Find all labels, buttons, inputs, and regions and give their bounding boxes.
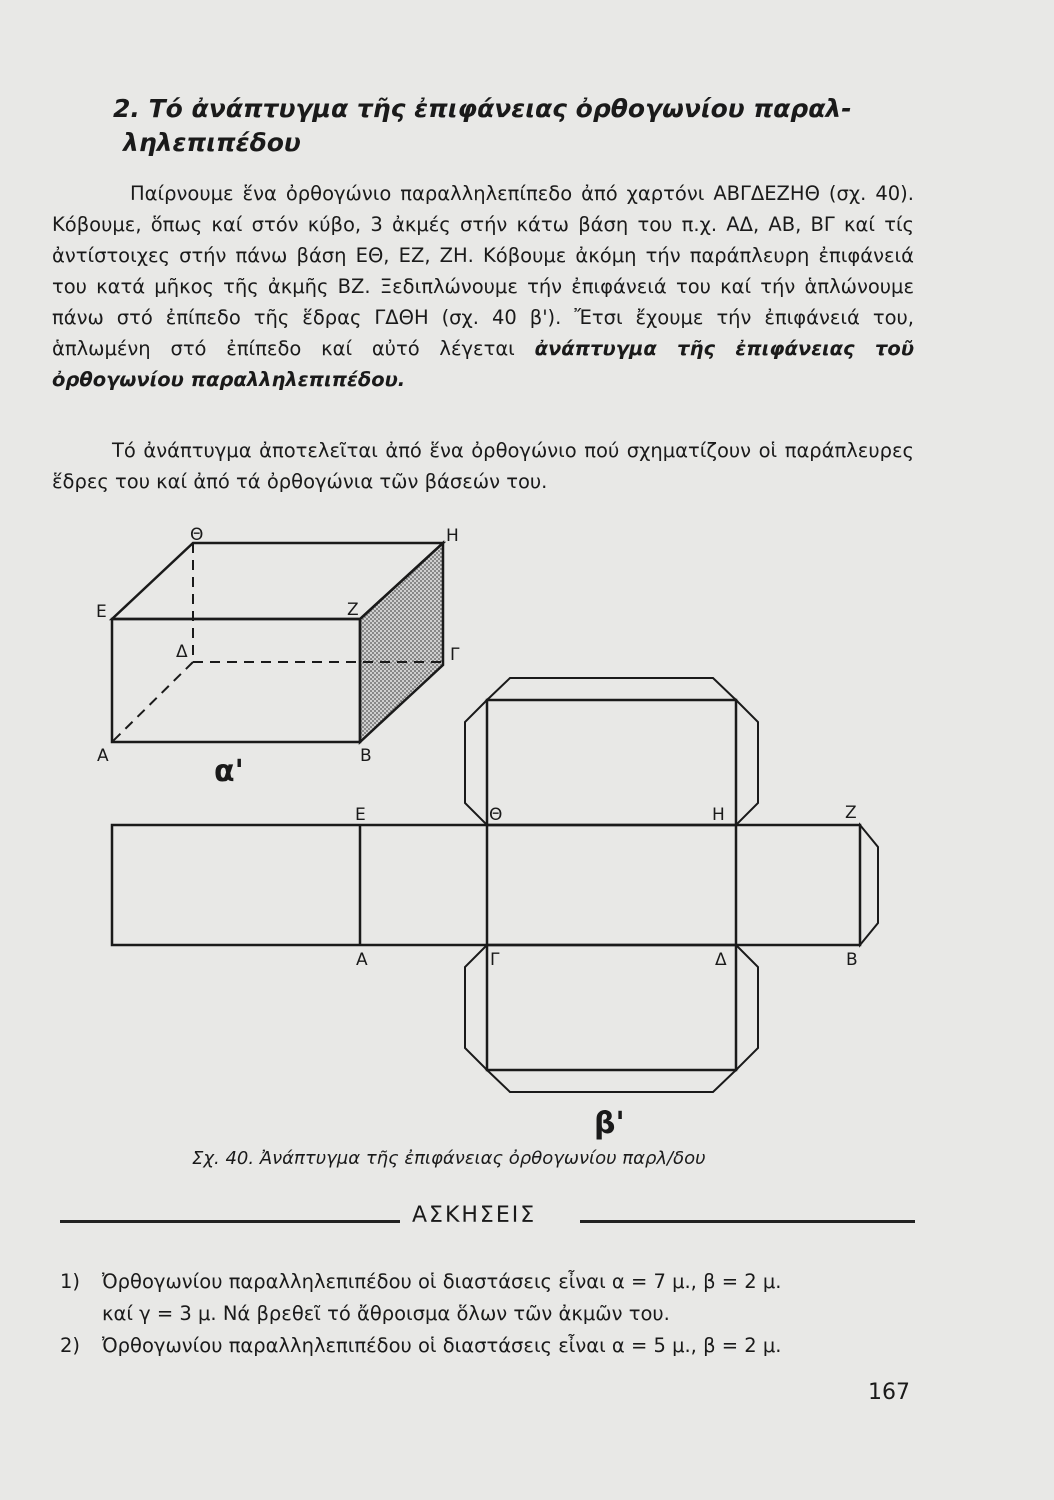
section-title: [113, 92, 933, 160]
paragraph-2-text: Τό ἀνάπτυγμα ἀποτελεῖται ἀπό ἕνα ὀρθογώνιο πού σχηματίζουν οἱ παράπλευρες ἕδρες του καί ἀπό τά ὀρθογώνια τῶν βάσεών του.: [52, 439, 914, 493]
page-number: 167: [868, 1380, 910, 1405]
net-vertex-theta: Θ: [489, 805, 503, 825]
front-face: [112, 619, 360, 742]
exercise-1-line-1: Ὀρθογωνίου παραλληλεπιπέδου οἱ διαστάσεις εἶναι α = 7 μ., β = 2 μ.: [102, 1270, 782, 1293]
net-vertex-zeta: Ζ: [845, 803, 857, 823]
shaded-face: [360, 543, 443, 742]
header-rule-right: [580, 1220, 915, 1223]
section-title-line-1: 2. Τό ἀνάπτυγμα τῆς ἐπιφάνειας ὀρθογωνίου παραλ-: [113, 94, 852, 123]
figure-40: [0, 520, 1054, 1170]
vertex-zeta: Ζ: [347, 600, 359, 620]
net-vertex-delta: Δ: [715, 950, 727, 970]
exercises-title: ΑΣΚΗΣΕΙΣ: [412, 1203, 537, 1228]
exercise-2-number: 2): [60, 1334, 81, 1357]
exercise-1: [60, 1266, 930, 1330]
header-rule-left: [60, 1220, 400, 1223]
net-vertex-alpha: Α: [356, 950, 368, 970]
glue-tabs: [465, 678, 878, 1092]
exercises-header: [60, 1203, 915, 1235]
figure-caption: Σχ. 40. Ἀνάπτυγμα τῆς ἐπιφάνειας ὀρθογωνίου παρλ/δου: [192, 1148, 706, 1169]
net-vertex-epsilon: Ε: [355, 805, 366, 825]
exercise-1-line-2: καί γ = 3 μ. Νά βρεθεῖ τό ἄθροισμα ὅλων τῶν ἀκμῶν του.: [102, 1302, 670, 1325]
net-vertex-beta: Β: [846, 950, 858, 970]
paragraph-1-text: Παίρνουμε ἕνα ὀρθογώνιο παραλληλεπίπεδο ἀπό χαρτόνι ΑΒΓΔΕΖΗΘ (σχ. 40). Κόβουμε, ὅπως καί στόν κύβο, 3 ἀκμές στήν κάτω βάση του π.χ. ΑΔ, ΑΒ, ΒΓ καί τίς ἀντίστοιχες στήν πάνω βάση ΕΘ, ΕΖ, ΖΗ. Κόβουμε ἀκόμη τήν παράπλευρη ἐπιφάνειά του κατά μῆκος τῆς ἀκμῆς ΒΖ. Ξεδιπλώνουμε τήν ἐπιφάνειά του καί τήν ἁπλώνουμε πάνω στό ἐπίπεδο τῆς ἕδρας ΓΔΘΗ (σχ. 40 β'). Ἔτσι ἔχουμε τήν ἐπιφάνειά του, ἁπλωμένη στό ἐπίπεδο καί αὐτό λέγεται: [52, 182, 914, 360]
parallelepiped-drawing: [112, 543, 443, 742]
net-vertex-gamma: Γ: [490, 950, 500, 970]
vertex-theta: Θ: [190, 525, 204, 545]
section-title-line-2: ληλεπιπέδου: [123, 128, 301, 157]
net-labels: [355, 803, 858, 1141]
figure-label-b: β': [594, 1106, 625, 1141]
net-bottom-base: [487, 945, 736, 1070]
vertex-gamma: Γ: [450, 645, 460, 665]
net-top-base: [487, 700, 736, 825]
vertex-alpha: Α: [97, 746, 109, 766]
vertex-delta: Δ: [176, 642, 188, 662]
figure-label-a: α': [214, 754, 244, 789]
paragraph-1: [52, 178, 914, 395]
exercise-1-number: 1): [60, 1270, 81, 1293]
vertex-beta: Β: [360, 746, 372, 766]
paragraph-1-emphasis: ἀνάπτυγμα τῆς ἐπιφάνειας τοῦ ὀρθογωνίου παραλληλεπιπέδου.: [52, 337, 915, 391]
exercise-2-line-1: Ὀρθογωνίου παραλληλεπιπέδου οἱ διαστάσεις εἶναι α = 5 μ., β = 2 μ.: [102, 1334, 782, 1357]
paragraph-2: [52, 435, 914, 497]
vertex-eta: Η: [446, 526, 459, 546]
net-drawing: [112, 678, 878, 1092]
exercise-2: [60, 1330, 930, 1362]
net-vertex-eta: Η: [712, 805, 725, 825]
vertex-epsilon: Ε: [96, 602, 107, 622]
